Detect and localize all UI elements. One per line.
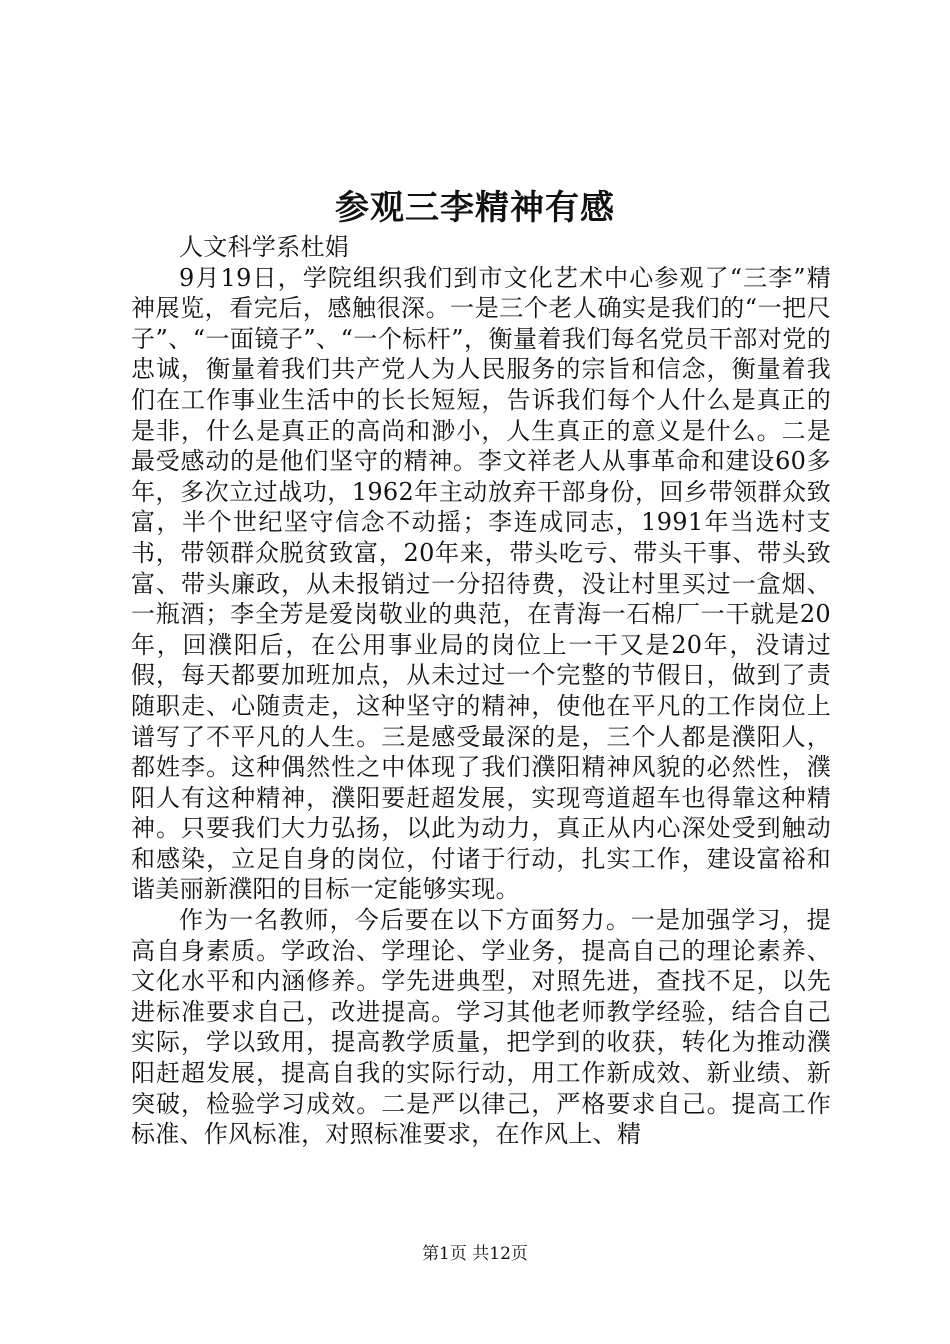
page-footer [0, 1242, 950, 1266]
author-line: 人文科学系杜娟 [179, 233, 350, 261]
document-title: 参观三李精神有感 [335, 188, 615, 228]
paragraph-2: 作为一名教师，今后要在以下方面努力。一是加强学习，提高自身素质。学政治、学理论、学业务，提高自己的理论素养、文化水平和内涵修养。学先进典型，对照先进，查找不足，以先进标准要求自己，改进提高。学习其他老师教学经验，结合自己实际，学以致用，提高教学质量，把学到的收获，转化为推动濮阳赶超发展，提高自我的实际行动，用工作新成效、新业绩、新突破，检验学习成效。二是严以律己，严格要求自己。提高工作标准、作风标准，对照标准要求，在作风上、精 [131, 906, 831, 1149]
document-body [131, 232, 831, 1150]
page-indicator: 第1页 共12页 [422, 1244, 528, 1264]
paragraph-1: 9月19日，学院组织我们到市文化艺术中心参观了“三李”精神展览，看完后，感触很深。一是三个老人确实是我们的“一把尺子”、“一面镜子”、“一个标杆”，衡量着我们每名党员干部对党的忠诚，衡量着我们共产党人为人民服务的宗旨和信念，衡量着我们在工作事业生活中的长长短短，告诉我们每个人什么是真正的是非，什么是真正的高尚和渺小，人生真正的意义是什么。二是最受感动的是他们坚守的精神。李文祥老人从事革命和建设60多年，多次立过战功，1962年主动放弃干部身份，回乡带领群众致富，半个世纪坚守信念不动摇；李连成同志，1991年当选村支书，带领群众脱贫致富，20年来，带头吃亏、带头干事、带头致富、带头廉政，从未报销过一分招待费，没让村里买过一盒烟、一瓶酒；李全芳是爱岗敬业的典范，在青海一石棉厂一干就是20年，回濮阳后，在公用事业局的岗位上一干又是20年，没请过假，每天都要加班加点，从未过过一个完整的节假日，做到了责随职走、心随责走，这种坚守的精神，使他在平凡的工作岗位上谱写了不平凡的人生。三是感受最深的是，三个人都是濮阳人，都姓李。这种偶然性之中体现了我们濮阳精神风貌的必然性，濮阳人有这种精神，濮阳要赶超发展，实现弯道超车也得靠这种精神。只要我们大力弘扬，以此为动力，真正从内心深处受到触动和感染，立足自身的岗位，付诸于行动，扎实工作，建设富裕和谐美丽新濮阳的目标一定能够实现。 [131, 263, 831, 904]
